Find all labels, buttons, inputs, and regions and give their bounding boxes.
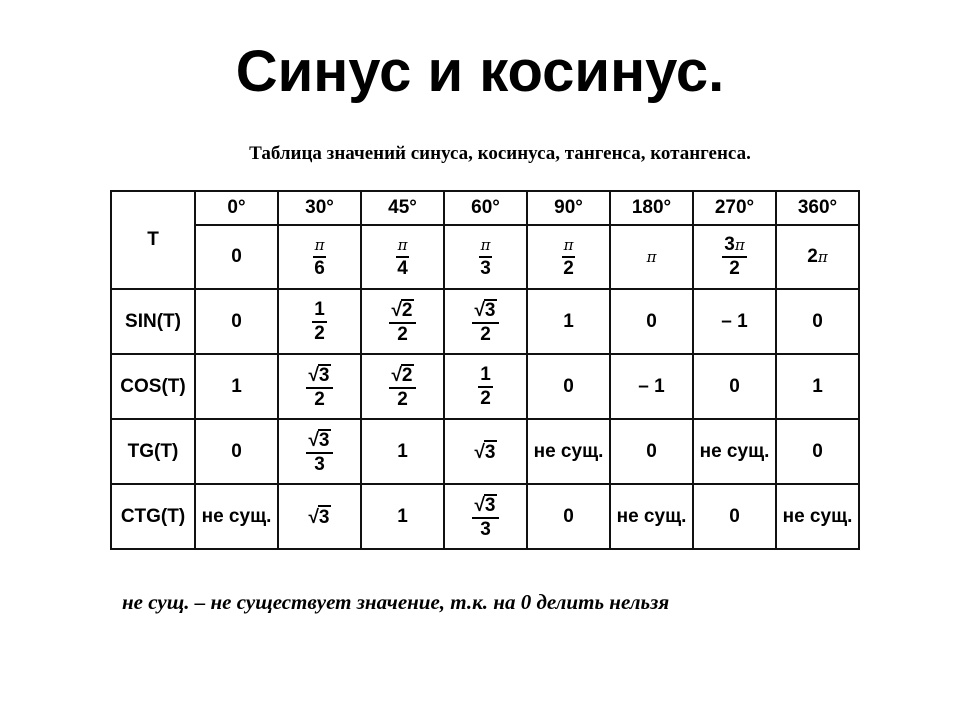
value-cell: не сущ. bbox=[776, 484, 859, 549]
footnote: не сущ. – не существует значение, т.к. на 0 делить нельзя bbox=[122, 590, 670, 614]
function-label: SIN(T) bbox=[111, 289, 195, 354]
table-row bbox=[111, 289, 859, 354]
degree-cell: 90° bbox=[527, 191, 610, 225]
function-label: COS(T) bbox=[111, 354, 195, 419]
value-cell: 0 bbox=[693, 354, 776, 419]
table-row bbox=[111, 419, 859, 484]
radian-cell: $\frac{\pi}{6}$ bbox=[278, 225, 361, 289]
value-cell: √ 3 2 bbox=[444, 289, 527, 354]
radian-cell: $\frac{3\pi}{2}$ bbox=[693, 225, 776, 289]
value-cell: √ 2 2 bbox=[361, 289, 444, 354]
page-title: Синус и косинус. bbox=[235, 39, 725, 104]
t-header: T bbox=[111, 191, 195, 289]
value-cell: – 1 bbox=[693, 289, 776, 354]
value-cell: не сущ. bbox=[693, 419, 776, 484]
value-cell: 0 bbox=[527, 484, 610, 549]
radian-cell: π bbox=[610, 225, 693, 289]
degree-cell: 360° bbox=[776, 191, 859, 225]
value-cell: 1 bbox=[361, 419, 444, 484]
value-cell: не сущ. bbox=[527, 419, 610, 484]
value-cell: 0 bbox=[693, 484, 776, 549]
table-caption: Таблица значений синуса, косинуса, тангенса, котангенса. bbox=[249, 143, 751, 164]
value-cell: 1 bbox=[527, 289, 610, 354]
value-cell: √ 3 3 bbox=[444, 484, 527, 549]
degree-cell: 270° bbox=[693, 191, 776, 225]
trig-values-table bbox=[110, 190, 860, 550]
value-cell: √ 3 3 bbox=[278, 419, 361, 484]
value-cell: √ 3 2 bbox=[278, 354, 361, 419]
value-cell: 0 bbox=[195, 289, 278, 354]
value-cell: 1 bbox=[195, 354, 278, 419]
radian-cell: $\frac{\pi}{3}$ bbox=[444, 225, 527, 289]
degree-cell: 0° bbox=[195, 191, 278, 225]
value-cell: 0 bbox=[776, 419, 859, 484]
radian-cell: 2π bbox=[776, 225, 859, 289]
value-cell: 0 bbox=[610, 419, 693, 484]
radian-cell: 0 bbox=[195, 225, 278, 289]
value-cell: √ 3 bbox=[278, 484, 361, 549]
function-label: CTG(T) bbox=[111, 484, 195, 549]
degree-cell: 45° bbox=[361, 191, 444, 225]
degree-cell: 180° bbox=[610, 191, 693, 225]
radian-cell: $\frac{\pi}{2}$ bbox=[527, 225, 610, 289]
value-cell: не сущ. bbox=[610, 484, 693, 549]
value-cell: 0 bbox=[776, 289, 859, 354]
value-cell: √ 3 bbox=[444, 419, 527, 484]
value-cell: – 1 bbox=[610, 354, 693, 419]
table-row bbox=[111, 484, 859, 549]
value-cell: 0 bbox=[610, 289, 693, 354]
function-label: TG(T) bbox=[111, 419, 195, 484]
value-cell: 0 bbox=[527, 354, 610, 419]
value-cell: $\frac{1}{2}$ bbox=[278, 289, 361, 354]
value-cell: $\frac{1}{2}$ bbox=[444, 354, 527, 419]
value-cell: √ 2 2 bbox=[361, 354, 444, 419]
value-cell: 1 bbox=[776, 354, 859, 419]
radian-cell: $\frac{\pi}{4}$ bbox=[361, 225, 444, 289]
degree-cell: 30° bbox=[278, 191, 361, 225]
value-cell: 0 bbox=[195, 419, 278, 484]
value-cell: не сущ. bbox=[195, 484, 278, 549]
degree-cell: 60° bbox=[444, 191, 527, 225]
table-row bbox=[111, 354, 859, 419]
value-cell: 1 bbox=[361, 484, 444, 549]
